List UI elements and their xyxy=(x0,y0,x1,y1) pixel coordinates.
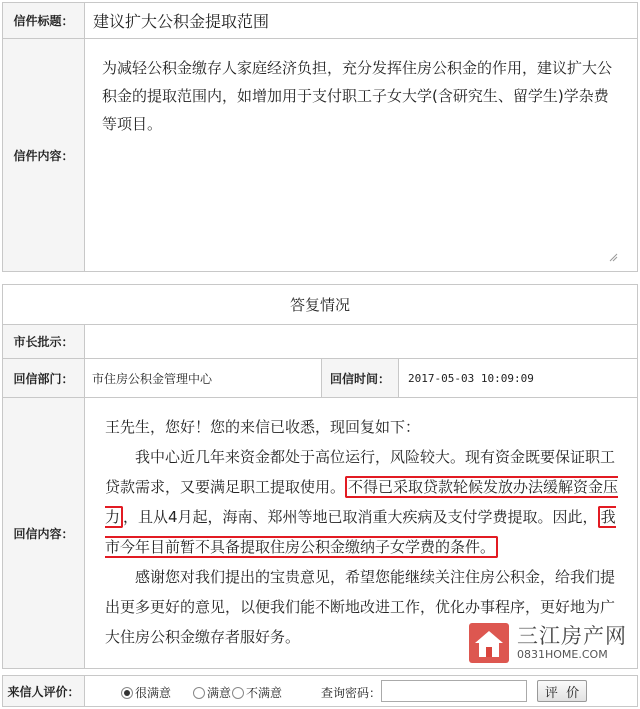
password-label: 查询密码： xyxy=(321,686,382,700)
reply-content-body xyxy=(105,412,625,652)
password-input[interactable] xyxy=(381,680,527,702)
reply-p1-part-a: 我中心近几年来资金都处于高位运行，风险较大。现有资金既要保证职工贷款需求，又要满足职工提取使用。 xyxy=(105,448,616,496)
watermark-url: 0831HOME.COM xyxy=(517,648,608,661)
rating-option-satisfied[interactable] xyxy=(193,684,231,701)
time-label xyxy=(321,358,399,398)
reply-p1-part-b: ，且从4月起，海南、郑州等地已取消重大疾病及支付学费提取。因此， xyxy=(123,508,598,526)
letter-content-label xyxy=(2,38,85,272)
rating-option-label: 很满意 xyxy=(135,686,172,700)
dept-value xyxy=(84,358,322,398)
reply-paragraph-1 xyxy=(105,442,625,562)
letter-title-value xyxy=(84,2,638,39)
reply-content-label-text: 回信内容： xyxy=(13,526,74,541)
watermark-logo xyxy=(467,620,627,666)
submit-rating-label: 评 价 xyxy=(544,685,580,701)
rating-option-label: 满意 xyxy=(207,686,232,700)
submit-rating-button[interactable] xyxy=(537,680,587,702)
reply-greeting: 王先生，您好！您的来信已收悉，现回复如下： xyxy=(105,418,421,436)
letter-title-text: 建议扩大公积金提取范围 xyxy=(93,12,270,31)
radio-icon[interactable] xyxy=(193,687,205,699)
rating-label xyxy=(2,675,85,707)
time-value xyxy=(398,358,638,398)
rating-row xyxy=(84,675,638,707)
dept-label-text: 回信部门： xyxy=(13,371,74,386)
radio-checked-icon[interactable] xyxy=(121,687,133,699)
rating-label-text: 来信人评价： xyxy=(7,684,80,699)
mayor-label xyxy=(2,324,85,359)
time-label-text: 回信时间： xyxy=(329,371,390,386)
dept-value-text: 市住房公积金管理中心 xyxy=(92,371,213,386)
letter-content-text: 为减轻公积金缴存人家庭经济负担，充分发挥住房公积金的作用，建议扩大公积金的提取范围内，如增加用于支付职工子女大学(含研究生、留学生)学杂费等项目。 xyxy=(102,59,613,133)
mayor-label-text: 市长批示： xyxy=(13,335,74,349)
reply-section-title-text: 答复情况 xyxy=(289,296,350,314)
reply-paragraph-2: 感谢您对我们提出的宝贵意见，希望您能继续关注住房公积金，给我们提出更多更好的意见，以便我们能不断地改进工作，优化办事程序，更好地为广大住房公积金缴存者服好务。 xyxy=(105,568,616,646)
reply-content-label xyxy=(2,397,85,669)
reply-section-title xyxy=(2,284,638,325)
house-logo-icon xyxy=(467,621,511,665)
time-value-text: 2017-05-03 10:09:09 xyxy=(408,371,534,385)
rating-option-label: 不满意 xyxy=(246,686,283,700)
reply-content-box xyxy=(84,397,638,669)
letter-content-label-text: 信件内容： xyxy=(13,148,74,163)
resize-grip-icon[interactable] xyxy=(608,252,618,262)
highlight-box-1: 不得已采取贷款轮候发放办法缓解资金压力 xyxy=(105,478,619,526)
rating-option-unsatisfied[interactable] xyxy=(232,684,282,701)
dept-label xyxy=(2,358,85,398)
rating-option-very-satisfied[interactable] xyxy=(121,684,171,701)
highlight-box-2: 我市今年目前暂不具备提取住房公积金缴纳子女学费的条件。 xyxy=(105,508,616,556)
letter-content-box xyxy=(84,38,638,272)
watermark-text xyxy=(517,624,627,662)
watermark-brand: 三江房产网 xyxy=(517,624,627,648)
radio-icon[interactable] xyxy=(232,687,244,699)
letter-title-label-text: 信件标题： xyxy=(13,14,74,28)
letter-title-label xyxy=(2,2,85,39)
letter-content-textarea[interactable] xyxy=(101,53,619,263)
mayor-value xyxy=(84,324,638,359)
